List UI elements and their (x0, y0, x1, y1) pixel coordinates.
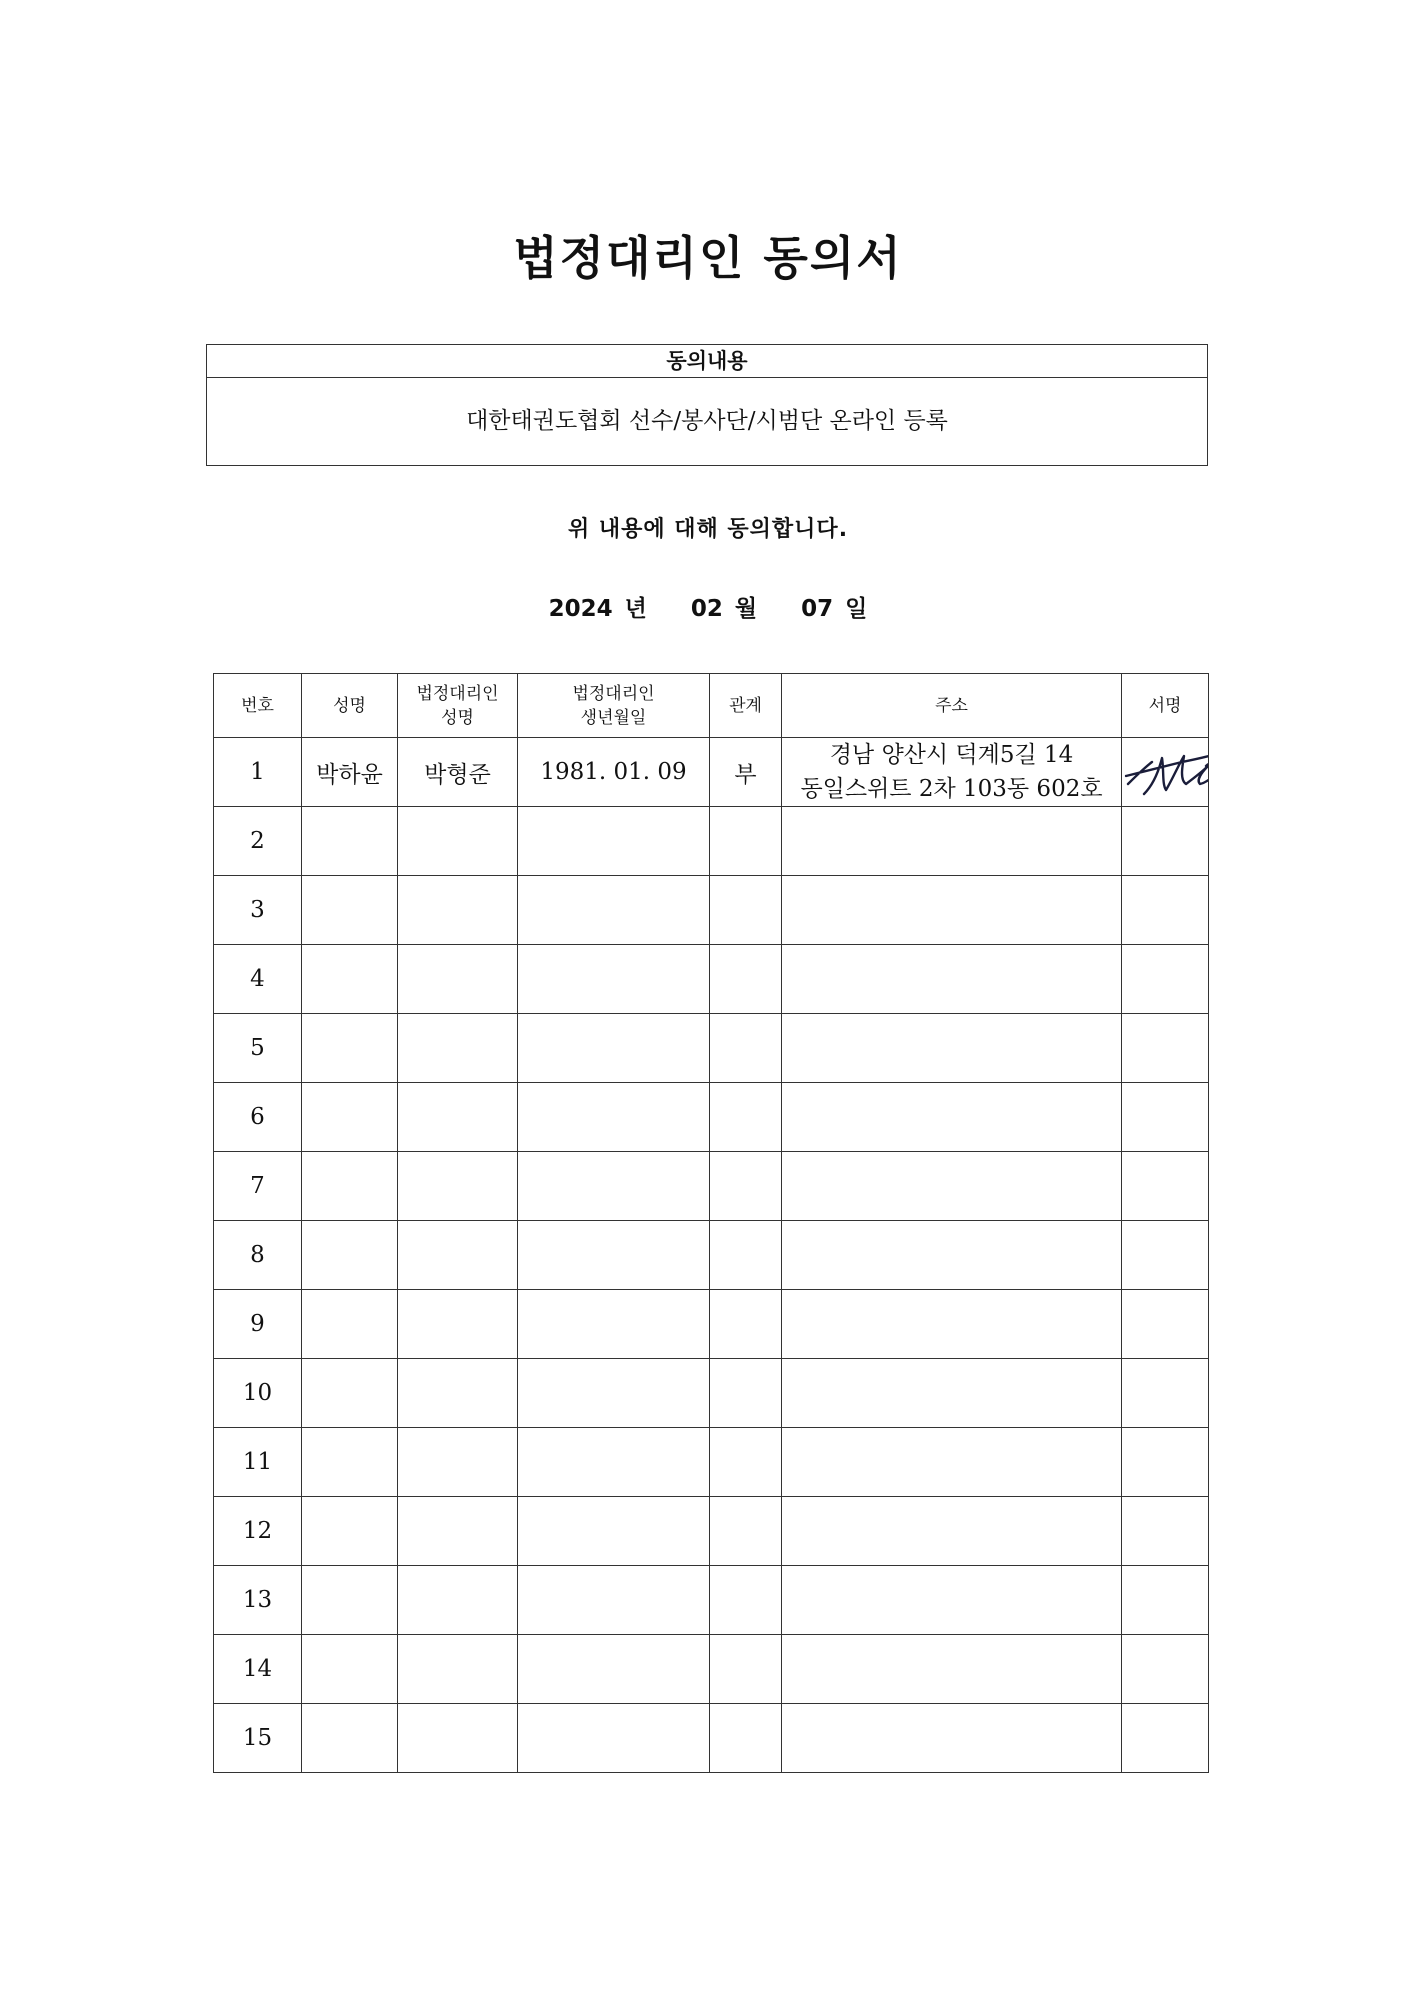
guardian-birth-cell (518, 1635, 710, 1704)
guardian-name-cell (398, 1428, 518, 1497)
guardian-birth-cell (518, 1497, 710, 1566)
relation-cell (710, 945, 782, 1014)
relation-cell (710, 1428, 782, 1497)
guardian-birth-cell (518, 1152, 710, 1221)
guardian-birth-cell (518, 1221, 710, 1290)
relation-cell (710, 1014, 782, 1083)
address-cell (782, 1428, 1122, 1497)
address-line-1: 경남 양산시 덕계5길 14 (829, 742, 1074, 768)
relation-cell: 부 (710, 738, 782, 807)
address-line-2: 동일스위트 2차 103동 602호 (800, 776, 1103, 802)
number-cell: 4 (214, 945, 302, 1014)
guardian-birth-cell (518, 1083, 710, 1152)
signature-cell (1122, 1083, 1209, 1152)
guardian-name-cell (398, 945, 518, 1014)
guardian-name-cell (398, 1083, 518, 1152)
address-cell (782, 738, 1122, 807)
guardian-birth-cell: 1981. 01. 09 (518, 738, 710, 807)
address-cell (782, 1359, 1122, 1428)
signature-cell (1122, 738, 1209, 807)
header-guardian-name (398, 674, 518, 738)
number-cell: 7 (214, 1152, 302, 1221)
number-cell: 15 (214, 1704, 302, 1773)
guardian-birth-cell (518, 945, 710, 1014)
guardian-name-cell (398, 1635, 518, 1704)
name-cell: 박하윤 (302, 738, 398, 807)
signature-cell (1122, 876, 1209, 945)
number-cell: 11 (214, 1428, 302, 1497)
relation-cell (710, 1566, 782, 1635)
relation-cell (710, 1152, 782, 1221)
date-month: 02 (690, 596, 723, 622)
guardian-birth-cell (518, 1359, 710, 1428)
number-cell: 3 (214, 876, 302, 945)
table-row (214, 1290, 1209, 1359)
guardian-name-cell (398, 1359, 518, 1428)
name-cell (302, 945, 398, 1014)
header-guardian-birth (518, 674, 710, 738)
relation-cell (710, 1221, 782, 1290)
guardian-name-cell (398, 807, 518, 876)
table-row (214, 738, 1209, 807)
number-cell: 12 (214, 1497, 302, 1566)
guardian-name-cell: 박형준 (398, 738, 518, 807)
relation-cell (710, 1290, 782, 1359)
guardian-name-cell (398, 1152, 518, 1221)
address-cell (782, 1497, 1122, 1566)
number-cell: 6 (214, 1083, 302, 1152)
table-header-row (214, 674, 1209, 738)
header-guardian-birth-line1: 법정대리인 (572, 683, 655, 704)
guardian-birth-cell (518, 876, 710, 945)
name-cell (302, 1221, 398, 1290)
name-cell (302, 1152, 398, 1221)
table-row (214, 1704, 1209, 1773)
signature-cell (1122, 1428, 1209, 1497)
address-cell (782, 1704, 1122, 1773)
guardian-name-cell (398, 1497, 518, 1566)
consent-heading: 동의내용 (207, 345, 1207, 378)
header-signature: 서명 (1122, 674, 1209, 738)
relation-cell (710, 876, 782, 945)
signature-cell (1122, 1014, 1209, 1083)
number-cell: 8 (214, 1221, 302, 1290)
guardian-birth-cell (518, 807, 710, 876)
address-cell (782, 1290, 1122, 1359)
address-cell (782, 945, 1122, 1014)
name-cell (302, 876, 398, 945)
name-cell (302, 1290, 398, 1359)
relation-cell (710, 1359, 782, 1428)
address-cell (782, 1566, 1122, 1635)
table-row (214, 1635, 1209, 1704)
guardian-birth-cell (518, 1014, 710, 1083)
date-year: 2024 (548, 596, 613, 622)
table-row (214, 1083, 1209, 1152)
relation-cell (710, 1083, 782, 1152)
number-cell: 1 (214, 738, 302, 807)
header-address: 주소 (782, 674, 1122, 738)
address-cell (782, 876, 1122, 945)
signature-cell (1122, 1635, 1209, 1704)
table-row (214, 876, 1209, 945)
guardian-table (213, 673, 1209, 1773)
guardian-name-cell (398, 876, 518, 945)
table-row (214, 1428, 1209, 1497)
table-row (214, 1497, 1209, 1566)
consent-box (206, 344, 1208, 466)
signature-cell (1122, 1704, 1209, 1773)
table-row (214, 1014, 1209, 1083)
date-month-unit: 월 (734, 596, 758, 622)
address-cell (782, 1083, 1122, 1152)
name-cell (302, 1566, 398, 1635)
table-row (214, 1152, 1209, 1221)
signature-cell (1122, 1566, 1209, 1635)
header-number: 번호 (214, 674, 302, 738)
address-cell (782, 1152, 1122, 1221)
number-cell: 9 (214, 1290, 302, 1359)
signature-cell (1122, 1221, 1209, 1290)
name-cell (302, 1497, 398, 1566)
guardian-name-cell (398, 1290, 518, 1359)
header-relation: 관계 (710, 674, 782, 738)
guardian-birth-cell (518, 1704, 710, 1773)
address-cell (782, 1635, 1122, 1704)
header-guardian-birth-line2: 생년월일 (580, 707, 647, 728)
table-row (214, 945, 1209, 1014)
handwritten-signature-icon (1122, 738, 1209, 807)
address-cell (782, 807, 1122, 876)
signature-cell (1122, 807, 1209, 876)
table-row (214, 807, 1209, 876)
address-cell (782, 1014, 1122, 1083)
table-row (214, 1359, 1209, 1428)
signature-cell (1122, 1290, 1209, 1359)
signature-cell (1122, 1152, 1209, 1221)
consent-content: 대한태권도협회 선수/봉사단/시범단 온라인 등록 (466, 408, 948, 434)
name-cell (302, 1083, 398, 1152)
relation-cell (710, 1704, 782, 1773)
table-row (214, 1566, 1209, 1635)
address-cell (782, 1221, 1122, 1290)
guardian-name-cell (398, 1566, 518, 1635)
number-cell: 14 (214, 1635, 302, 1704)
date-year-unit: 년 (624, 596, 647, 622)
document-title: 법정대리인 동의서 (513, 231, 903, 285)
guardian-name-cell (398, 1014, 518, 1083)
guardian-name-cell (398, 1704, 518, 1773)
header-name: 성명 (302, 674, 398, 738)
name-cell (302, 1428, 398, 1497)
date-line (0, 590, 1416, 623)
agreement-statement: 위 내용에 대해 동의합니다. (567, 517, 849, 542)
header-guardian-name-line1: 법정대리인 (416, 683, 499, 704)
number-cell: 5 (214, 1014, 302, 1083)
header-guardian-name-line2: 성명 (441, 707, 474, 728)
number-cell: 2 (214, 807, 302, 876)
relation-cell (710, 1635, 782, 1704)
name-cell (302, 1359, 398, 1428)
table-row (214, 1221, 1209, 1290)
name-cell (302, 1704, 398, 1773)
signature-cell (1122, 945, 1209, 1014)
signature-cell (1122, 1497, 1209, 1566)
date-day: 07 (801, 596, 834, 622)
name-cell (302, 807, 398, 876)
name-cell (302, 1635, 398, 1704)
guardian-birth-cell (518, 1428, 710, 1497)
number-cell: 13 (214, 1566, 302, 1635)
name-cell (302, 1014, 398, 1083)
guardian-birth-cell (518, 1566, 710, 1635)
guardian-name-cell (398, 1221, 518, 1290)
number-cell: 10 (214, 1359, 302, 1428)
date-day-unit: 일 (845, 596, 868, 622)
relation-cell (710, 807, 782, 876)
guardian-birth-cell (518, 1290, 710, 1359)
signature-cell (1122, 1359, 1209, 1428)
relation-cell (710, 1497, 782, 1566)
